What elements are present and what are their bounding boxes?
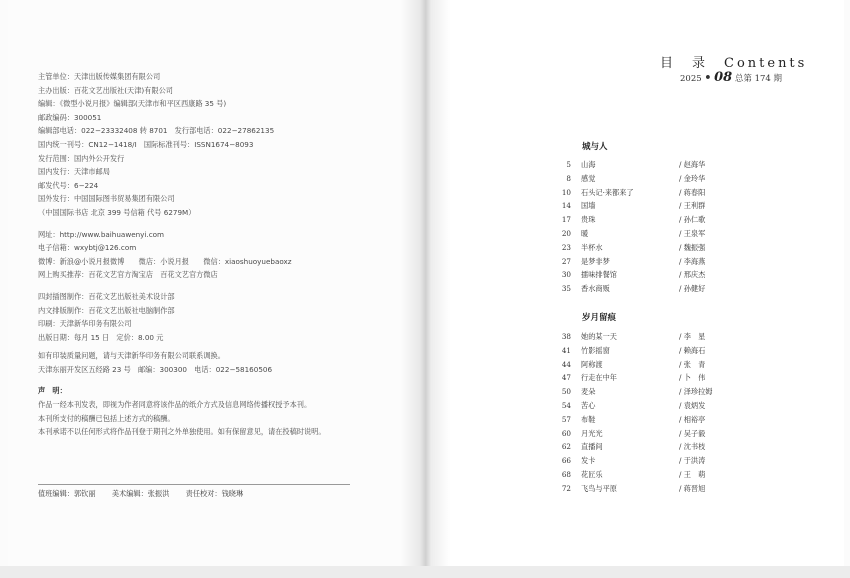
toc-title: 行走在中年 <box>581 373 617 383</box>
issue-info <box>680 70 782 85</box>
proofreader: 责任校对：钱晓琳 <box>185 489 244 498</box>
toc-page: 57 <box>561 414 571 424</box>
impressum-social: 微博：新浪@小说月报微博 微店：小说月报 微信：xiaoshuoyuebaoxz <box>38 256 292 266</box>
impressum-website: 网址：http://www.baihuawenyi.com <box>38 229 165 239</box>
toc-author: / 卜 伟 <box>679 373 706 383</box>
toc-item[interactable] <box>555 158 795 172</box>
toc-author: / 袁炳发 <box>679 400 706 410</box>
impressum-typesetting: 内文排版制作：百花文艺出版社电脑制作部 <box>38 305 175 315</box>
toc-author: / 赵海华 <box>679 160 706 169</box>
toc-item[interactable] <box>555 468 795 482</box>
toc-item[interactable] <box>555 482 795 496</box>
toc-page: 5 <box>566 160 571 169</box>
duty-editor: 值班编辑：郭钦丽 <box>38 489 96 498</box>
issue-year: 2025 <box>680 74 702 84</box>
toc-item[interactable] <box>555 413 795 427</box>
impressum-zhuguan: 主管单位：天津出版传媒集团有限公司 <box>38 72 161 81</box>
toc-item[interactable] <box>555 186 795 200</box>
toc-item[interactable] <box>555 427 795 441</box>
toc-item[interactable] <box>555 371 795 385</box>
toc-page: 66 <box>561 456 571 466</box>
toc-page: 72 <box>561 483 571 493</box>
impressum-domestic-distribution: 国内发行：天津市邮局 <box>38 167 110 177</box>
toc-page: 44 <box>561 359 571 369</box>
toc-page: 60 <box>561 428 571 438</box>
toc-title: 布鞋 <box>581 414 596 424</box>
staff-divider <box>38 484 350 485</box>
statement-line-3: 本刊承诺不以任何形式将作品刊登于期刊之外单独使用。如有保留意见，请在投稿时说明。 <box>38 427 326 437</box>
toc-title: 竹影摇窗 <box>581 345 610 355</box>
book-gutter <box>400 0 450 568</box>
impressum-online-shop: 网上购买推荐：百花文艺官方淘宝店 百花文艺官方微店 <box>38 270 218 280</box>
toc-item[interactable] <box>555 385 795 399</box>
toc-title: 苦心 <box>581 400 596 410</box>
impressum-block <box>38 70 378 439</box>
toc-title: 阿称渡 <box>581 359 603 369</box>
toc-page: 62 <box>561 442 571 452</box>
toc-author: / 蒋晋旭 <box>679 483 706 493</box>
toc-page: 41 <box>561 345 571 355</box>
impressum-quality-note: 如有印装质量问题，请与天津新华印务有限公司联系调换。 <box>38 351 225 361</box>
toc-title: 月光光 <box>581 428 603 438</box>
toc-title: 是梦非梦 <box>581 256 610 266</box>
toc-page: 47 <box>561 373 571 383</box>
toc-item[interactable] <box>555 454 795 468</box>
toc-page: 14 <box>561 201 571 211</box>
toc-author: / 沈书枝 <box>679 442 706 452</box>
toc-title: 感觉 <box>581 173 596 183</box>
toc-list-section-2 <box>555 330 795 496</box>
toc-page: 23 <box>561 242 571 252</box>
toc-page: 10 <box>561 187 571 197</box>
toc-page: 35 <box>561 284 571 294</box>
toc-page: 38 <box>561 332 571 341</box>
toc-title: 石头记·来都来了 <box>581 187 634 197</box>
toc-title: 麦朵 <box>581 387 596 397</box>
toc-author: / 金玲华 <box>679 173 706 183</box>
toc-page: 30 <box>561 270 571 280</box>
toc-title: 发卡 <box>581 456 596 466</box>
toc-title: 飞鸟与平原 <box>581 483 617 493</box>
toc-page: 50 <box>561 387 571 397</box>
toc-item[interactable] <box>555 241 795 255</box>
toc-item[interactable] <box>555 199 795 213</box>
toc-item[interactable] <box>555 255 795 269</box>
toc-item[interactable] <box>555 330 795 344</box>
toc-author: / 赖海石 <box>679 345 706 355</box>
toc-page: 8 <box>566 173 571 183</box>
impressum-email: 电子信箱：wxybtj@126.com <box>38 243 137 253</box>
page-bottom-edge <box>0 566 850 578</box>
toc-author: / 邢庆杰 <box>679 270 706 280</box>
toc-author: / 李海燕 <box>679 256 706 266</box>
statement-line-2: 本刊所支付的稿酬已包括上述方式的稿酬。 <box>38 413 175 423</box>
toc-author: / 王利群 <box>679 201 706 211</box>
toc-author: / 于洪涛 <box>679 456 706 466</box>
toc-item[interactable] <box>555 358 795 372</box>
toc-author: / 李 星 <box>679 332 706 341</box>
impressum-foreign-address: （中国国际书店 北京 399 号信箱 代号 6279M） <box>38 207 196 217</box>
toc-author: / 张 青 <box>679 359 706 369</box>
impressum-zhuban: 主办出版：百花文艺出版社(天津)有限公司 <box>38 85 173 95</box>
toc-author: / 王 萌 <box>679 469 706 479</box>
toc-title: 山海 <box>581 160 596 169</box>
toc-item[interactable] <box>555 399 795 413</box>
statement-title: 声 明： <box>38 386 67 396</box>
toc-item[interactable] <box>555 282 795 296</box>
toc-item[interactable] <box>555 227 795 241</box>
toc-page: 17 <box>561 215 571 225</box>
impressum-printing: 印刷：天津新华印务有限公司 <box>38 319 132 329</box>
toc-title: 国墙 <box>581 201 596 211</box>
toc-item[interactable] <box>555 440 795 454</box>
issue-total: 总第 174 期 <box>734 74 783 84</box>
art-editor: 美术编辑：张振洪 <box>111 489 170 498</box>
toc-author: / 孙健好 <box>679 284 706 294</box>
impressum-date-price: 出版日期：每月 15 日 定价：8.00 元 <box>38 332 164 342</box>
impressum-illustration: 四封插图制作：百花文艺出版社美术设计部 <box>38 291 175 301</box>
toc-page: 20 <box>561 228 571 238</box>
toc-author: / 蒋春阳 <box>679 187 706 197</box>
toc-title: 直播间 <box>581 442 603 452</box>
toc-title: 半杯水 <box>581 242 603 252</box>
toc-page: 68 <box>561 469 571 479</box>
issue-month: 08 <box>714 70 733 85</box>
impressum-postcode: 邮政编码：300051 <box>38 112 102 122</box>
toc-page: 54 <box>561 400 571 410</box>
toc-title: 暖 <box>581 228 589 238</box>
toc-author: / 吴子毅 <box>679 428 706 438</box>
toc-heading: 目 录 Contents <box>660 56 808 71</box>
impressum-postal-code: 邮发代号：6−224 <box>38 180 99 190</box>
impressum-printer-address: 天津东丽开发区五经路 23 号 邮编：300300 电话：022−58160506 <box>38 364 273 374</box>
impressum-phone: 编辑部电话：022−23332408 转 8701 发行部电话：022−27862135 <box>38 126 275 136</box>
impressum-distribution-scope: 发行范围：国内外公开发行 <box>38 153 125 163</box>
toc-item[interactable] <box>555 213 795 227</box>
impressum-foreign-distribution: 国外发行：中国国际图书贸易集团有限公司 <box>38 194 175 204</box>
section-title: 城与人 <box>582 142 608 152</box>
issue-dot: • <box>704 71 712 84</box>
toc-title: 贵珠 <box>581 215 596 225</box>
toc-author: / 泽珍拉姆 <box>679 387 713 397</box>
toc-author: / 王泉军 <box>679 228 706 238</box>
impressum-serial-number: 国内统一刊号：CN12−1418/I 国际标准刊号：ISSN1674−8093 <box>38 139 254 149</box>
statement-line-1: 作品一经本刊发表，即视为作者同意将该作品的纸介方式及信息网络传播权授予本刊。 <box>38 400 312 410</box>
section-title: 岁月留痕 <box>582 313 617 323</box>
toc-author: / 魏振强 <box>679 242 706 252</box>
toc-title: 香水商贩 <box>581 284 610 294</box>
toc-author: / 孙仁歌 <box>679 215 706 225</box>
toc-page: 27 <box>561 256 571 266</box>
toc-title: 她的某一天 <box>581 332 617 341</box>
toc-item[interactable] <box>555 268 795 282</box>
toc-list-section-1 <box>555 158 795 296</box>
toc-title: 花匠乐 <box>581 469 603 479</box>
toc-item[interactable] <box>555 344 795 358</box>
toc-title: 擂味排餐馆 <box>581 270 617 280</box>
toc-author: / 相裕亭 <box>679 414 706 424</box>
toc-item[interactable] <box>555 172 795 186</box>
staff-credits <box>38 489 257 499</box>
impressum-bianji: 编辑：《微型小说月报》编辑部(天津市和平区西康路 35 号) <box>38 99 227 109</box>
